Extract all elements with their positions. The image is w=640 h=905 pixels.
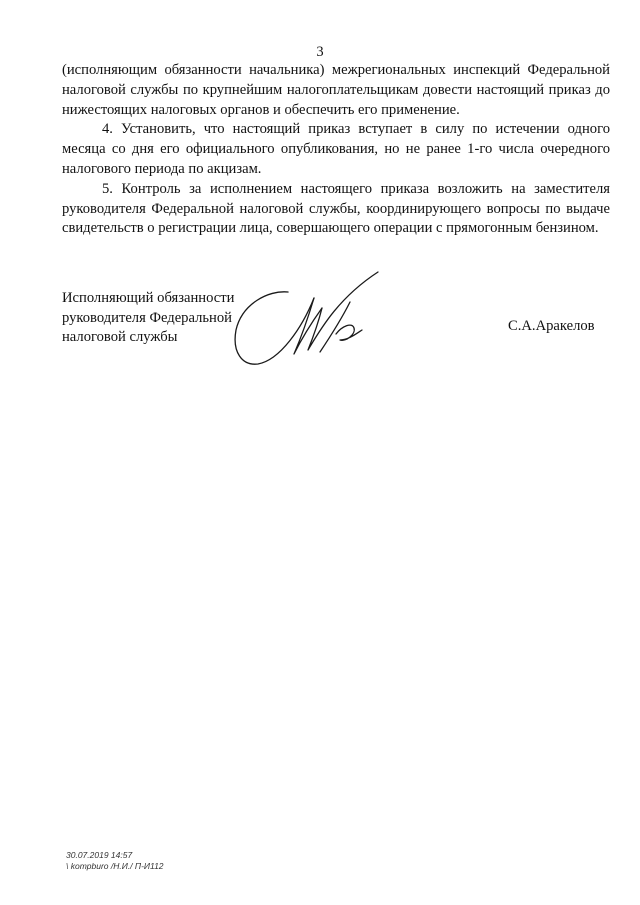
signer-name: С.А.Аракелов bbox=[508, 318, 595, 334]
handwritten-signature bbox=[228, 268, 398, 380]
footer-timestamp: 30.07.2019 14:57 bbox=[66, 850, 133, 860]
document-footer bbox=[66, 850, 164, 871]
paragraph-4: 4. Установить, что настоящий приказ вступает в силу по истечении одного месяца со дня его официального опубликования, но не ранее 1-го числа очередного налогового периода по акцизам. bbox=[62, 121, 610, 177]
paragraph-5: 5. Контроль за исполнением настоящего приказа возложить на заместителя руководителя Федеральной налоговой службы, координирующего вопросы по выдаче свидетельств о регистрации лица, совершающего операции с прямогонным бензином. bbox=[62, 180, 610, 237]
document-body bbox=[62, 61, 610, 239]
page-number: 3 bbox=[316, 44, 324, 60]
position-line-2: руководителя Федеральной bbox=[62, 309, 232, 326]
position-line-3: налоговой службы bbox=[62, 329, 178, 345]
paragraph-continuation: (исполняющим обязанности начальника) межрегиональных инспекций Федеральной налоговой службы по крупнейшим налогоплательщикам довести настоящий приказ до нижестоящих налоговых органов и обеспечить его применение. bbox=[62, 62, 610, 118]
position-line-1: Исполняющий обязанности bbox=[62, 290, 235, 306]
footer-path: \ kompburo /Н.И./ П-И112 bbox=[66, 860, 164, 871]
